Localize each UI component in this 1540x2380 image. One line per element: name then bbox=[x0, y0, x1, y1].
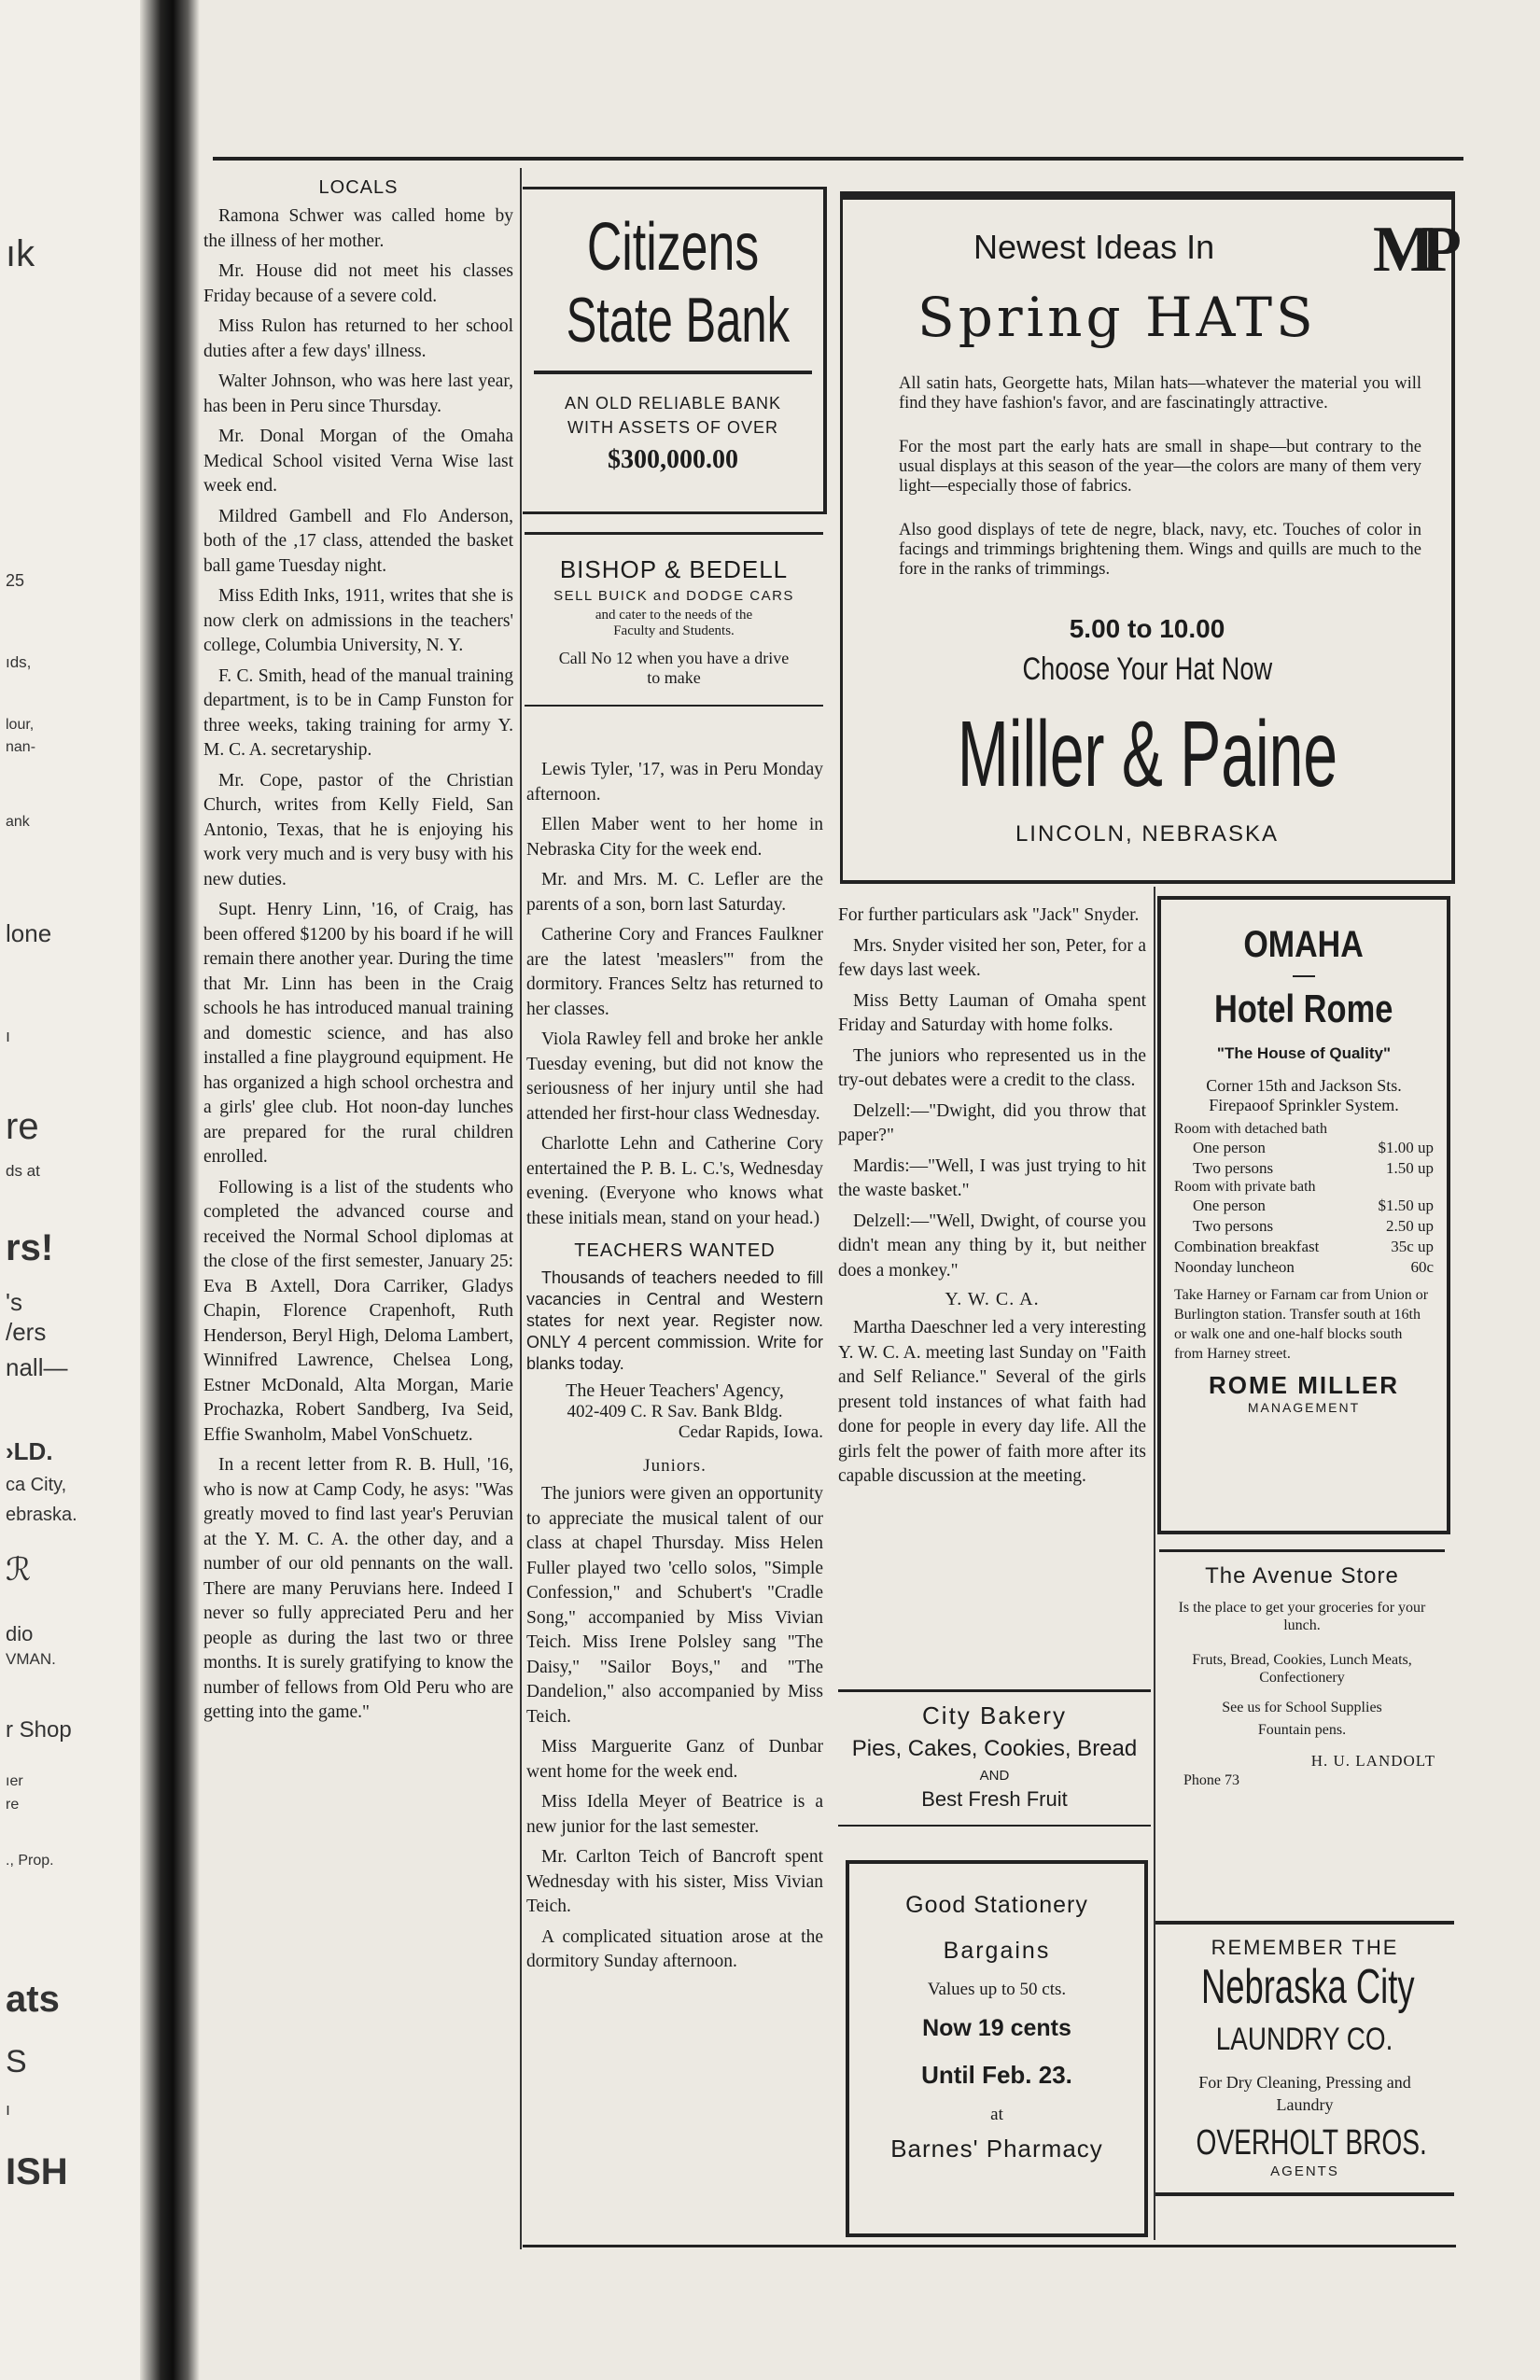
fragment: /ers bbox=[6, 1318, 47, 1346]
laundry-ad bbox=[1155, 1921, 1454, 2196]
hotel-address: Firepaoof Sprinkler System. bbox=[1209, 1096, 1399, 1114]
fragment: ıer bbox=[6, 1773, 23, 1789]
news-item: Catherine Cory and Frances Faulkner are the latest 'measlers'" from the dormitory. Frances Seltz has returned to her classes. bbox=[526, 925, 823, 1019]
fragment: ıds, bbox=[6, 653, 32, 671]
previous-page-margin bbox=[0, 0, 140, 2380]
hats-top-band bbox=[843, 194, 1451, 200]
stationery-line: Values up to 50 cts. bbox=[927, 1980, 1067, 1999]
agency-line: 402-409 C. R Sav. Bank Bldg. bbox=[567, 1402, 783, 1421]
laundry-company: LAUNDRY CO. bbox=[1216, 2022, 1393, 2057]
stationery-line: Bargains bbox=[943, 1938, 1051, 1964]
fragment: ., Prop. bbox=[6, 1853, 54, 1869]
laundry-city: Nebraska City bbox=[1200, 1960, 1415, 2014]
bank-tagline: WITH ASSETS OF OVER bbox=[567, 418, 779, 437]
teachers-wanted-body: Thousands of teachers needed to fill vacancies in Central and Western states for next year. Register now. ONLY 4 percent commission. Write for blanks today. bbox=[526, 1268, 823, 1373]
fragment: ca City, bbox=[6, 1475, 67, 1495]
ywca-title: Y. W. C. A. bbox=[945, 1289, 1040, 1309]
laundry-services: For Dry Cleaning, Pressing and Laundry bbox=[1198, 2073, 1411, 2114]
locals-title: LOCALS bbox=[318, 177, 399, 198]
city-bakery-ad bbox=[838, 1689, 1151, 1827]
bank-assets: $300,000.00 bbox=[608, 445, 738, 474]
store-line: Is the place to get your groceries for your lunch. bbox=[1178, 1600, 1426, 1633]
right-column bbox=[838, 903, 1146, 1495]
bakery-name: City Bakery bbox=[922, 1701, 1067, 1729]
rate-heading: Room with private bath bbox=[1174, 1179, 1316, 1195]
rate-row: Combination breakfast 35c up bbox=[1174, 1238, 1434, 1255]
agency-line: Cedar Rapids, Iowa. bbox=[678, 1422, 823, 1442]
dealer-line: Call No 12 when you have a drive bbox=[558, 649, 790, 667]
fragment: nan- bbox=[6, 739, 36, 755]
fragment: ats bbox=[6, 1979, 60, 2020]
hotel-motto: "The House of Quality" bbox=[1216, 1044, 1392, 1062]
fragment: ds at bbox=[6, 1162, 40, 1180]
ywca-body: Martha Daeschner led a very interesting Y. W. C. A. meeting last Sunday on "Faith and Self Reliance." Several of the girls present told instances of what faith had done for people in every day life. All the girls felt the power of faith more after its capable discussion at the meeting. bbox=[838, 1318, 1146, 1486]
fragment: ık bbox=[6, 233, 35, 274]
juniors-item: Miss Marguerite Ganz of Dunbar went home for the week end. bbox=[526, 1737, 823, 1782]
news-item: Ellen Maber went to her home in Nebraska City for the week end. bbox=[526, 815, 823, 860]
hotel-owner-title: MANAGEMENT bbox=[1247, 1400, 1361, 1415]
fragment: ISH bbox=[6, 2151, 68, 2192]
locals-item: Mildred Gambell and Flo Anderson, both of the ,17 class, attended the basket ball game Tuesday night. bbox=[203, 506, 513, 576]
locals-item: Mr. Cope, pastor of the Christian Church, writes from Kelly Field, San Antonio, Texas, that he is enjoying his work very much and is very busy with his new duties. bbox=[203, 770, 513, 889]
store-phone: Phone 73 bbox=[1183, 1772, 1239, 1788]
locals-item: In a recent letter from R. B. Hull, '16, who is now at Camp Cody, he asys: "Was greatly moved to find last year's Peruvian at the Y. M. C. A. the other day, and a number of our old pennants on the wall. There are many Peruvians here. Indeed I never so fully appreciated Peru and her people as during the last two or three months. It is surely gratifying to know the number of fellows from Old Peru who are getting into the game." bbox=[203, 1455, 513, 1722]
hotel-name: Hotel Rome bbox=[1214, 987, 1393, 1030]
juniors-title: Juniors. bbox=[643, 1456, 707, 1476]
bank-name-line2: State Bank bbox=[566, 285, 791, 356]
rate-row: Noonday luncheon 60c bbox=[1174, 1258, 1434, 1276]
hats-title1: Newest Ideas In bbox=[973, 228, 1215, 266]
news-item: For further particulars ask "Jack" Snyder. bbox=[838, 905, 1140, 925]
signature-fragment: ℛ bbox=[6, 1552, 32, 1588]
top-rule bbox=[213, 157, 1463, 161]
fragment: ›LD. bbox=[6, 1437, 53, 1465]
store-line: See us for School Supplies bbox=[1222, 1700, 1382, 1715]
stationery-line: Until Feb. 23. bbox=[921, 2061, 1072, 2089]
fragment: S bbox=[6, 2044, 27, 2079]
bakery-line: Best Fresh Fruit bbox=[921, 1787, 1068, 1811]
hotel-directions: Take Harney or Farnam car from Union or Burlington station. Transfer south at 16th or walk one and one-half blocks south from Harney street. bbox=[1174, 1287, 1429, 1362]
rate-row: Two persons 1.50 up bbox=[1193, 1159, 1434, 1177]
hats-para: All satin hats, Georgette hats, Milan hats—whatever the material you will find they have fashion's favor, and are fascinatingly attractive. bbox=[899, 374, 1421, 413]
juniors-item: The juniors were given an opportunity to appreciate the musical talent of our class at chapel Thursday. Miss Helen Fuller played two 'cello solos, "Simple Confession," and Schubert's "Cradle Song," accompanied by Miss Vivian Teich. Miss Irene Polsley sang "The Daisy," "Sailor Boys," and "The Dandelion," also accompanied by Miss Teich. bbox=[526, 1484, 823, 1727]
locals-column bbox=[203, 177, 513, 1731]
rate-row: Two persons 2.50 up bbox=[1193, 1217, 1434, 1235]
column-divider bbox=[520, 168, 522, 2249]
avenue-store-ad bbox=[1159, 1549, 1445, 1789]
news-item: Lewis Tyler, '17, was in Peru Monday afternoon. bbox=[526, 760, 823, 805]
store-city: LINCOLN, NEBRASKA bbox=[1015, 821, 1280, 847]
bakery-line: AND bbox=[979, 1768, 1010, 1784]
dealer-line: Faculty and Students. bbox=[613, 623, 735, 638]
locals-item: Miss Edith Inks, 1911, writes that she is now clerk on admissions in the teachers' college, Columbia University, N. Y. bbox=[203, 586, 513, 655]
store-name: The Avenue Store bbox=[1205, 1563, 1399, 1589]
locals-item: F. C. Smith, head of the manual training department, is to be in Camp Funston for three weeks, taking training for army Y. M. C. A. secretaryship. bbox=[203, 665, 513, 760]
fragment: lour, bbox=[6, 717, 35, 733]
locals-item: Walter Johnson, who was here last year, has been in Peru since Thursday. bbox=[203, 371, 513, 416]
hats-title2: Spring HATS bbox=[917, 286, 1317, 349]
locals-item: Miss Rulon has returned to her school duties after a few days' illness. bbox=[203, 316, 513, 361]
hotel-rome-ad bbox=[1157, 896, 1450, 1534]
fragment: re bbox=[6, 1106, 39, 1147]
dealer-name: BISHOP & BEDELL bbox=[559, 555, 789, 583]
laundry-agent-label: AGENTS bbox=[1270, 2163, 1339, 2179]
middle-column bbox=[526, 758, 823, 1981]
fragment: lone bbox=[6, 919, 52, 947]
fragment: nall— bbox=[6, 1353, 68, 1381]
fragment: VMAN. bbox=[6, 1650, 56, 1668]
stationery-line: Now 19 cents bbox=[922, 2015, 1071, 2041]
locals-item: Mr. House did not meet his classes Friday because of a severe cold. bbox=[203, 261, 513, 306]
rate-row: One person $1.50 up bbox=[1193, 1197, 1434, 1214]
fragment: ebraska. bbox=[6, 1505, 77, 1525]
locals-item: Mr. Donal Morgan of the Omaha Medical School visited Verna Wise last week end. bbox=[203, 427, 513, 496]
locals-item: Following is a list of the students who completed the advanced course and received the Normal School diplomas at the close of the first semester, January 25: Eva B Axtell, Dora Carriker, Gladys Chapin, Florence Crapenhoft, Ruth Henderson, Beryl High, Deloma Lambert, Winnifred Lawrence, Chelsea Long, Estner McDonald, Alta Morgan, Marie Prochazka, Robert Sandberg, Iva Seid, Effie Swanholm, Mabel VonSchuetz. bbox=[203, 1177, 513, 1445]
bank-name-line1: Citizens bbox=[586, 210, 760, 285]
teachers-wanted-title: TEACHERS WANTED bbox=[574, 1240, 776, 1261]
fragment: rs! bbox=[6, 1227, 54, 1268]
hotel-owner: ROME MILLER bbox=[1209, 1371, 1399, 1399]
news-item: Miss Betty Lauman of Omaha spent Friday and Saturday with home folks. bbox=[838, 990, 1146, 1035]
news-item: Delzell:—"Well, Dwight, of course you didn't mean any thing by it, but neither does a monkey." bbox=[838, 1211, 1146, 1281]
hats-para: Also good displays of tete de negre, black, navy, etc. Touches of color in facings and trimmings brightening them. Wings and quills are much to the fore in the ranks of trimmings. bbox=[899, 521, 1421, 579]
fragment: 's bbox=[6, 1288, 22, 1316]
stationery-line: at bbox=[990, 2105, 1003, 2124]
laundry-line: REMEMBER THE bbox=[1211, 1936, 1399, 1959]
locals-item: Ramona Schwer was called home by the illness of her mother. bbox=[203, 206, 513, 251]
store-owner: H. U. LANDOLT bbox=[1310, 1752, 1435, 1770]
bottom-rule bbox=[523, 2245, 1456, 2247]
stationery-line: Barnes' Pharmacy bbox=[890, 2135, 1103, 2163]
dealer-line: and cater to the needs of the bbox=[595, 608, 753, 623]
hats-price: 5.00 to 10.00 bbox=[1069, 614, 1225, 643]
news-item: Mardis:—"Well, I was just trying to hit the waste basket." bbox=[838, 1155, 1146, 1200]
fragment: dio bbox=[6, 1622, 34, 1645]
store-line: Fruts, Bread, Cookies, Lunch Meats, Confectionery bbox=[1192, 1652, 1412, 1686]
hats-para: For the most part the early hats are small in shape—but contrary to the usual displays at this season of the year—the colors are many of them very light—especially those of fabrics. bbox=[899, 438, 1421, 496]
hats-cta: Choose Your Hat Now bbox=[1022, 651, 1272, 687]
fragment: re bbox=[6, 1797, 20, 1813]
store-name: Miller & Paine bbox=[957, 702, 1337, 806]
fragment: ı bbox=[6, 1027, 11, 1045]
locals-item: Supt. Henry Linn, '16, of Craig, has been offered $1200 by his board if he will remain there another year. During the time that Mr. Linn has been in the Craig schools he has introduced manual training and domestic science, and has also installed a fine playground equipment. He has organized a high school orchestra and a girls' glee club. Hot noon-day lunches are prepared for the rural children enrolled. bbox=[203, 900, 513, 1167]
hats-ad bbox=[840, 191, 1455, 884]
hotel-city: OMAHA bbox=[1243, 924, 1365, 965]
rate-row: One person $1.00 up bbox=[1193, 1139, 1434, 1156]
stationery-line: Good Stationery bbox=[905, 1892, 1088, 1918]
fragment: ı bbox=[6, 2100, 11, 2119]
laundry-agent: OVERHOLT BROS. bbox=[1196, 2123, 1427, 2163]
rate-heading: Room with detached bath bbox=[1174, 1121, 1327, 1137]
barnes-pharmacy-ad bbox=[846, 1860, 1148, 2237]
fragment: 25 bbox=[6, 571, 25, 590]
news-item: Mrs. Snyder visited her son, Peter, for a few days last week. bbox=[838, 935, 1146, 980]
binding-shadow bbox=[140, 0, 200, 2380]
news-item: Viola Rawley fell and broke her ankle Tuesday evening, but did not know the seriousness of her injury until she had attended her first-hour class Wednesday. bbox=[526, 1029, 823, 1124]
mp-logo: MP bbox=[1373, 214, 1449, 286]
bank-tagline: AN OLD RELIABLE BANK bbox=[564, 394, 782, 413]
juniors-item: A complicated situation arose at the dormitory Sunday afternoon. bbox=[526, 1926, 823, 1971]
hotel-address: Corner 15th and Jackson Sts. bbox=[1206, 1076, 1402, 1095]
agency-line: The Heuer Teachers' Agency, bbox=[566, 1380, 784, 1401]
news-item: The juniors who represented us in the try-out debates were a credit to the class. bbox=[838, 1045, 1146, 1090]
bakery-line: Pies, Cakes, Cookies, Bread bbox=[851, 1736, 1138, 1761]
news-item: Charlotte Lehn and Catherine Cory entertained the P. B. L. C.'s, Wednesday evening. (Everyone who knows what these initials mean, stand on your head.) bbox=[526, 1134, 823, 1228]
juniors-item: Miss Idella Meyer of Beatrice is a new junior for the last semester. bbox=[526, 1792, 823, 1837]
dealer-line: SELL BUICK and DODGE CARS bbox=[553, 588, 794, 604]
news-item: Delzell:—"Dwight, did you throw that paper?" bbox=[838, 1100, 1146, 1145]
fragment: ank bbox=[6, 814, 30, 830]
news-item: Mr. and Mrs. M. C. Lefler are the parents of a son, born last Saturday. bbox=[526, 870, 823, 915]
store-line: Fountain pens. bbox=[1257, 1722, 1347, 1738]
dealer-line: to make bbox=[647, 668, 701, 687]
juniors-item: Mr. Carlton Teich of Bancroft spent Wednesday with his sister, Miss Vivian Teich. bbox=[526, 1847, 823, 1916]
citizens-bank-ad bbox=[523, 187, 827, 514]
fragment: r Shop bbox=[6, 1717, 72, 1743]
bishop-bedell-ad bbox=[525, 532, 823, 707]
